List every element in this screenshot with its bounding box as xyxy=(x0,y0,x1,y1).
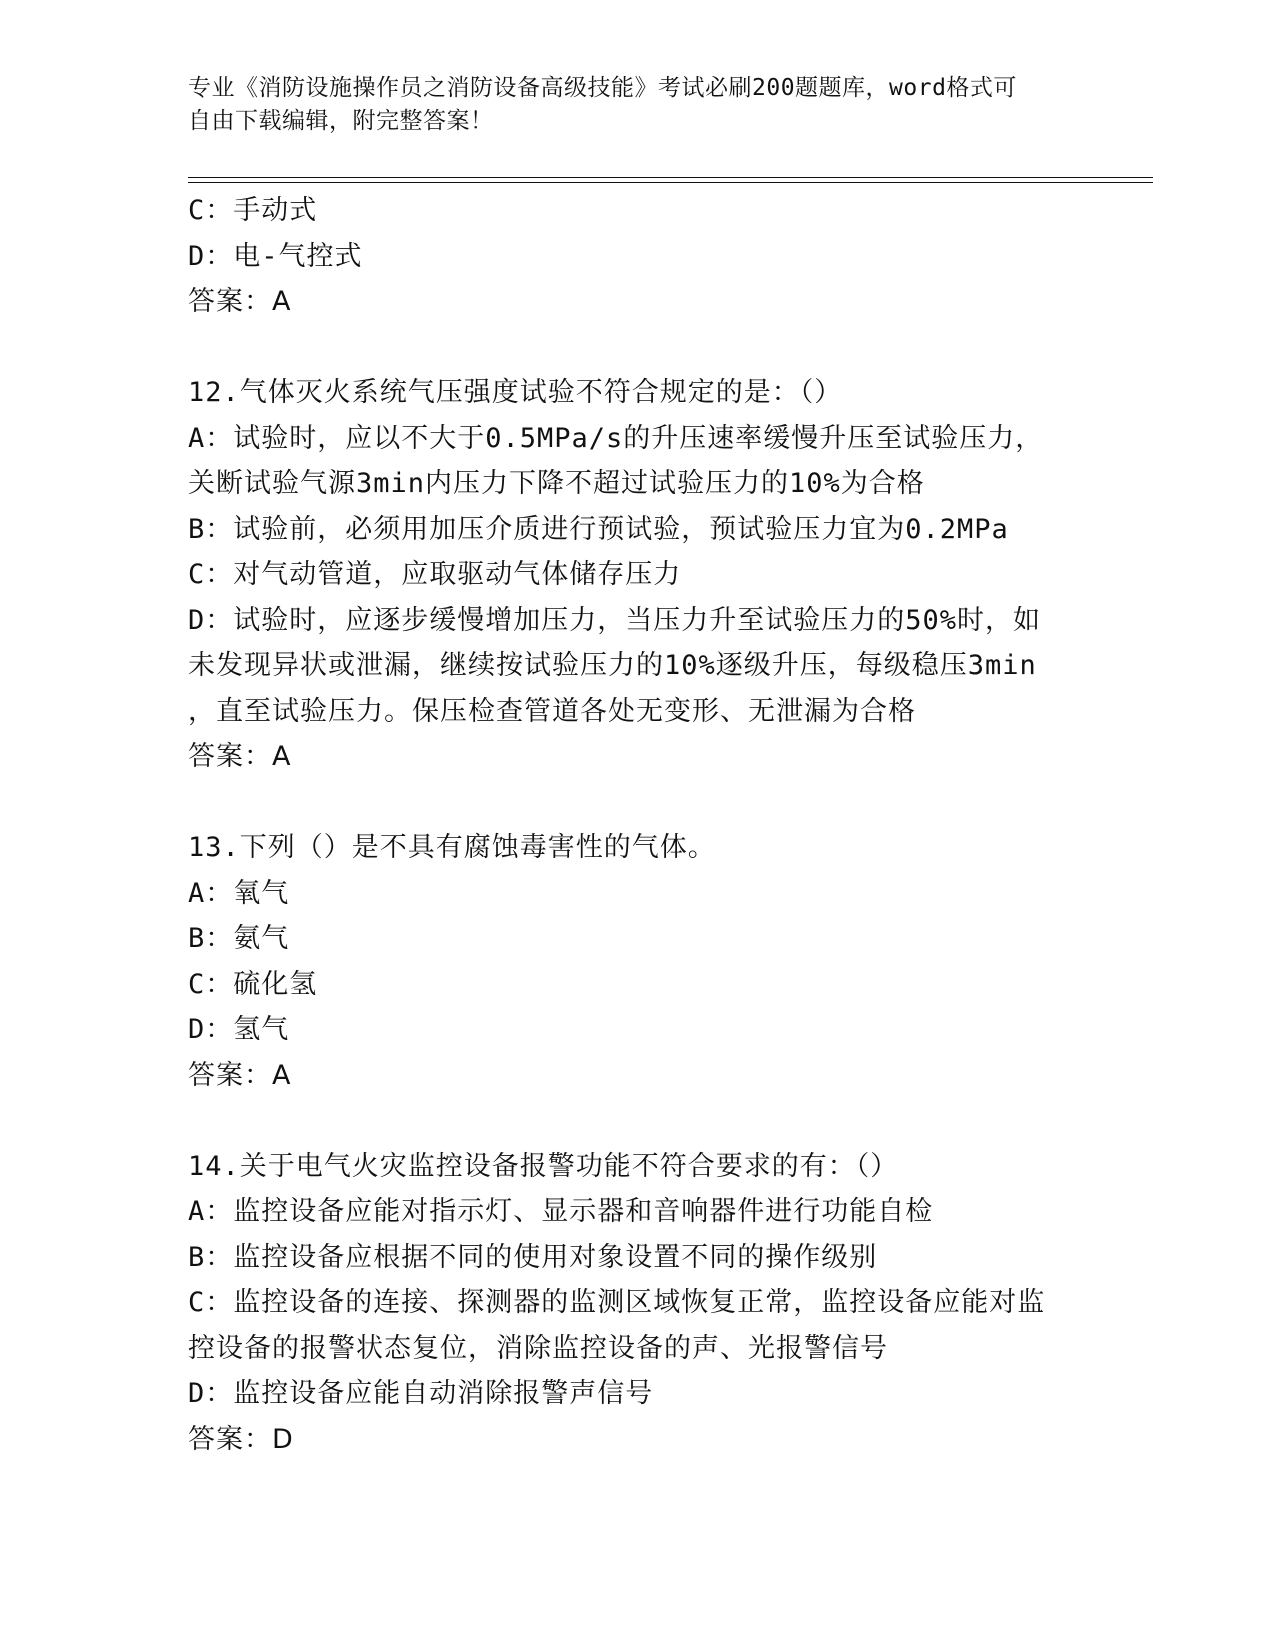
question-line: B：监控设备应根据不同的使用对象设置不同的操作级别 xyxy=(188,1241,878,1273)
question-line: D：氢气 xyxy=(188,1014,290,1045)
question-line: B：氨气 xyxy=(188,923,290,954)
question-content xyxy=(188,188,1088,1462)
question-12 xyxy=(188,370,1088,780)
question-line: D：试验时，应逐步缓慢增加压力，当压力升至试验压力的50%时，如 xyxy=(188,604,1042,636)
question-line: C：监控设备的连接、探测器的监测区域恢复正常，监控设备应能对监 xyxy=(188,1287,1046,1318)
question-line: C：硫化氢 xyxy=(188,968,318,1000)
question-line: 12.气体灭火系统气压强度试验不符合规定的是：（） xyxy=(188,377,843,408)
header-divider xyxy=(188,177,1153,183)
question-line: ，直至试验压力。保压检查管道各处无变形、无泄漏为合格 xyxy=(188,695,916,727)
question-line: C：对气动管道，应取驱动气体储存压力 xyxy=(188,559,682,590)
question-line: D：监控设备应能自动消除报警声信号 xyxy=(188,1378,654,1409)
question-line: B：试验前，必须用加压介质进行预试验，预试验压力宜为0.2MPa xyxy=(188,513,1009,545)
question-13 xyxy=(188,825,1088,1098)
spacer xyxy=(188,780,1088,826)
question-line: 关断试验气源3min内压力下降不超过试验压力的10%为合格 xyxy=(188,468,925,499)
question-line: 13.下列（）是不具有腐蚀毒害性的气体。 xyxy=(188,832,716,863)
spacer xyxy=(188,1098,1088,1144)
previous-question-tail xyxy=(188,188,1088,325)
page-header xyxy=(188,72,1068,138)
answer-line: 答案：A xyxy=(188,741,292,772)
answer-line: 答案：A xyxy=(188,1059,292,1091)
header-line: 自由下载编辑，附完整答案！ xyxy=(188,108,494,134)
question-line: 未发现异状或泄漏，继续按试验压力的10%逐级升压，每级稳压3min xyxy=(188,650,1037,681)
answer-line: 答案：A xyxy=(188,286,292,317)
question-line: A：试验时，应以不大于0.5MPa/s的升压速率缓慢升压至试验压力， xyxy=(188,422,1044,454)
option-line: D：电-气控式 xyxy=(188,240,363,272)
question-line: A：氧气 xyxy=(188,877,290,909)
spacer xyxy=(188,325,1088,371)
header-line: 专业《消防设施操作员之消防设备高级技能》考试必刷200题题库，word格式可 xyxy=(188,75,1017,101)
answer-line: 答案：D xyxy=(188,1423,294,1455)
question-14 xyxy=(188,1144,1088,1463)
question-line: 14.关于电气火灾监控设备报警功能不符合要求的有：（） xyxy=(188,1150,899,1182)
option-line: C：手动式 xyxy=(188,195,318,226)
question-line: 控设备的报警状态复位，消除监控设备的声、光报警信号 xyxy=(188,1332,888,1364)
question-line: A：监控设备应能对指示灯、显示器和音响器件进行功能自检 xyxy=(188,1196,934,1227)
